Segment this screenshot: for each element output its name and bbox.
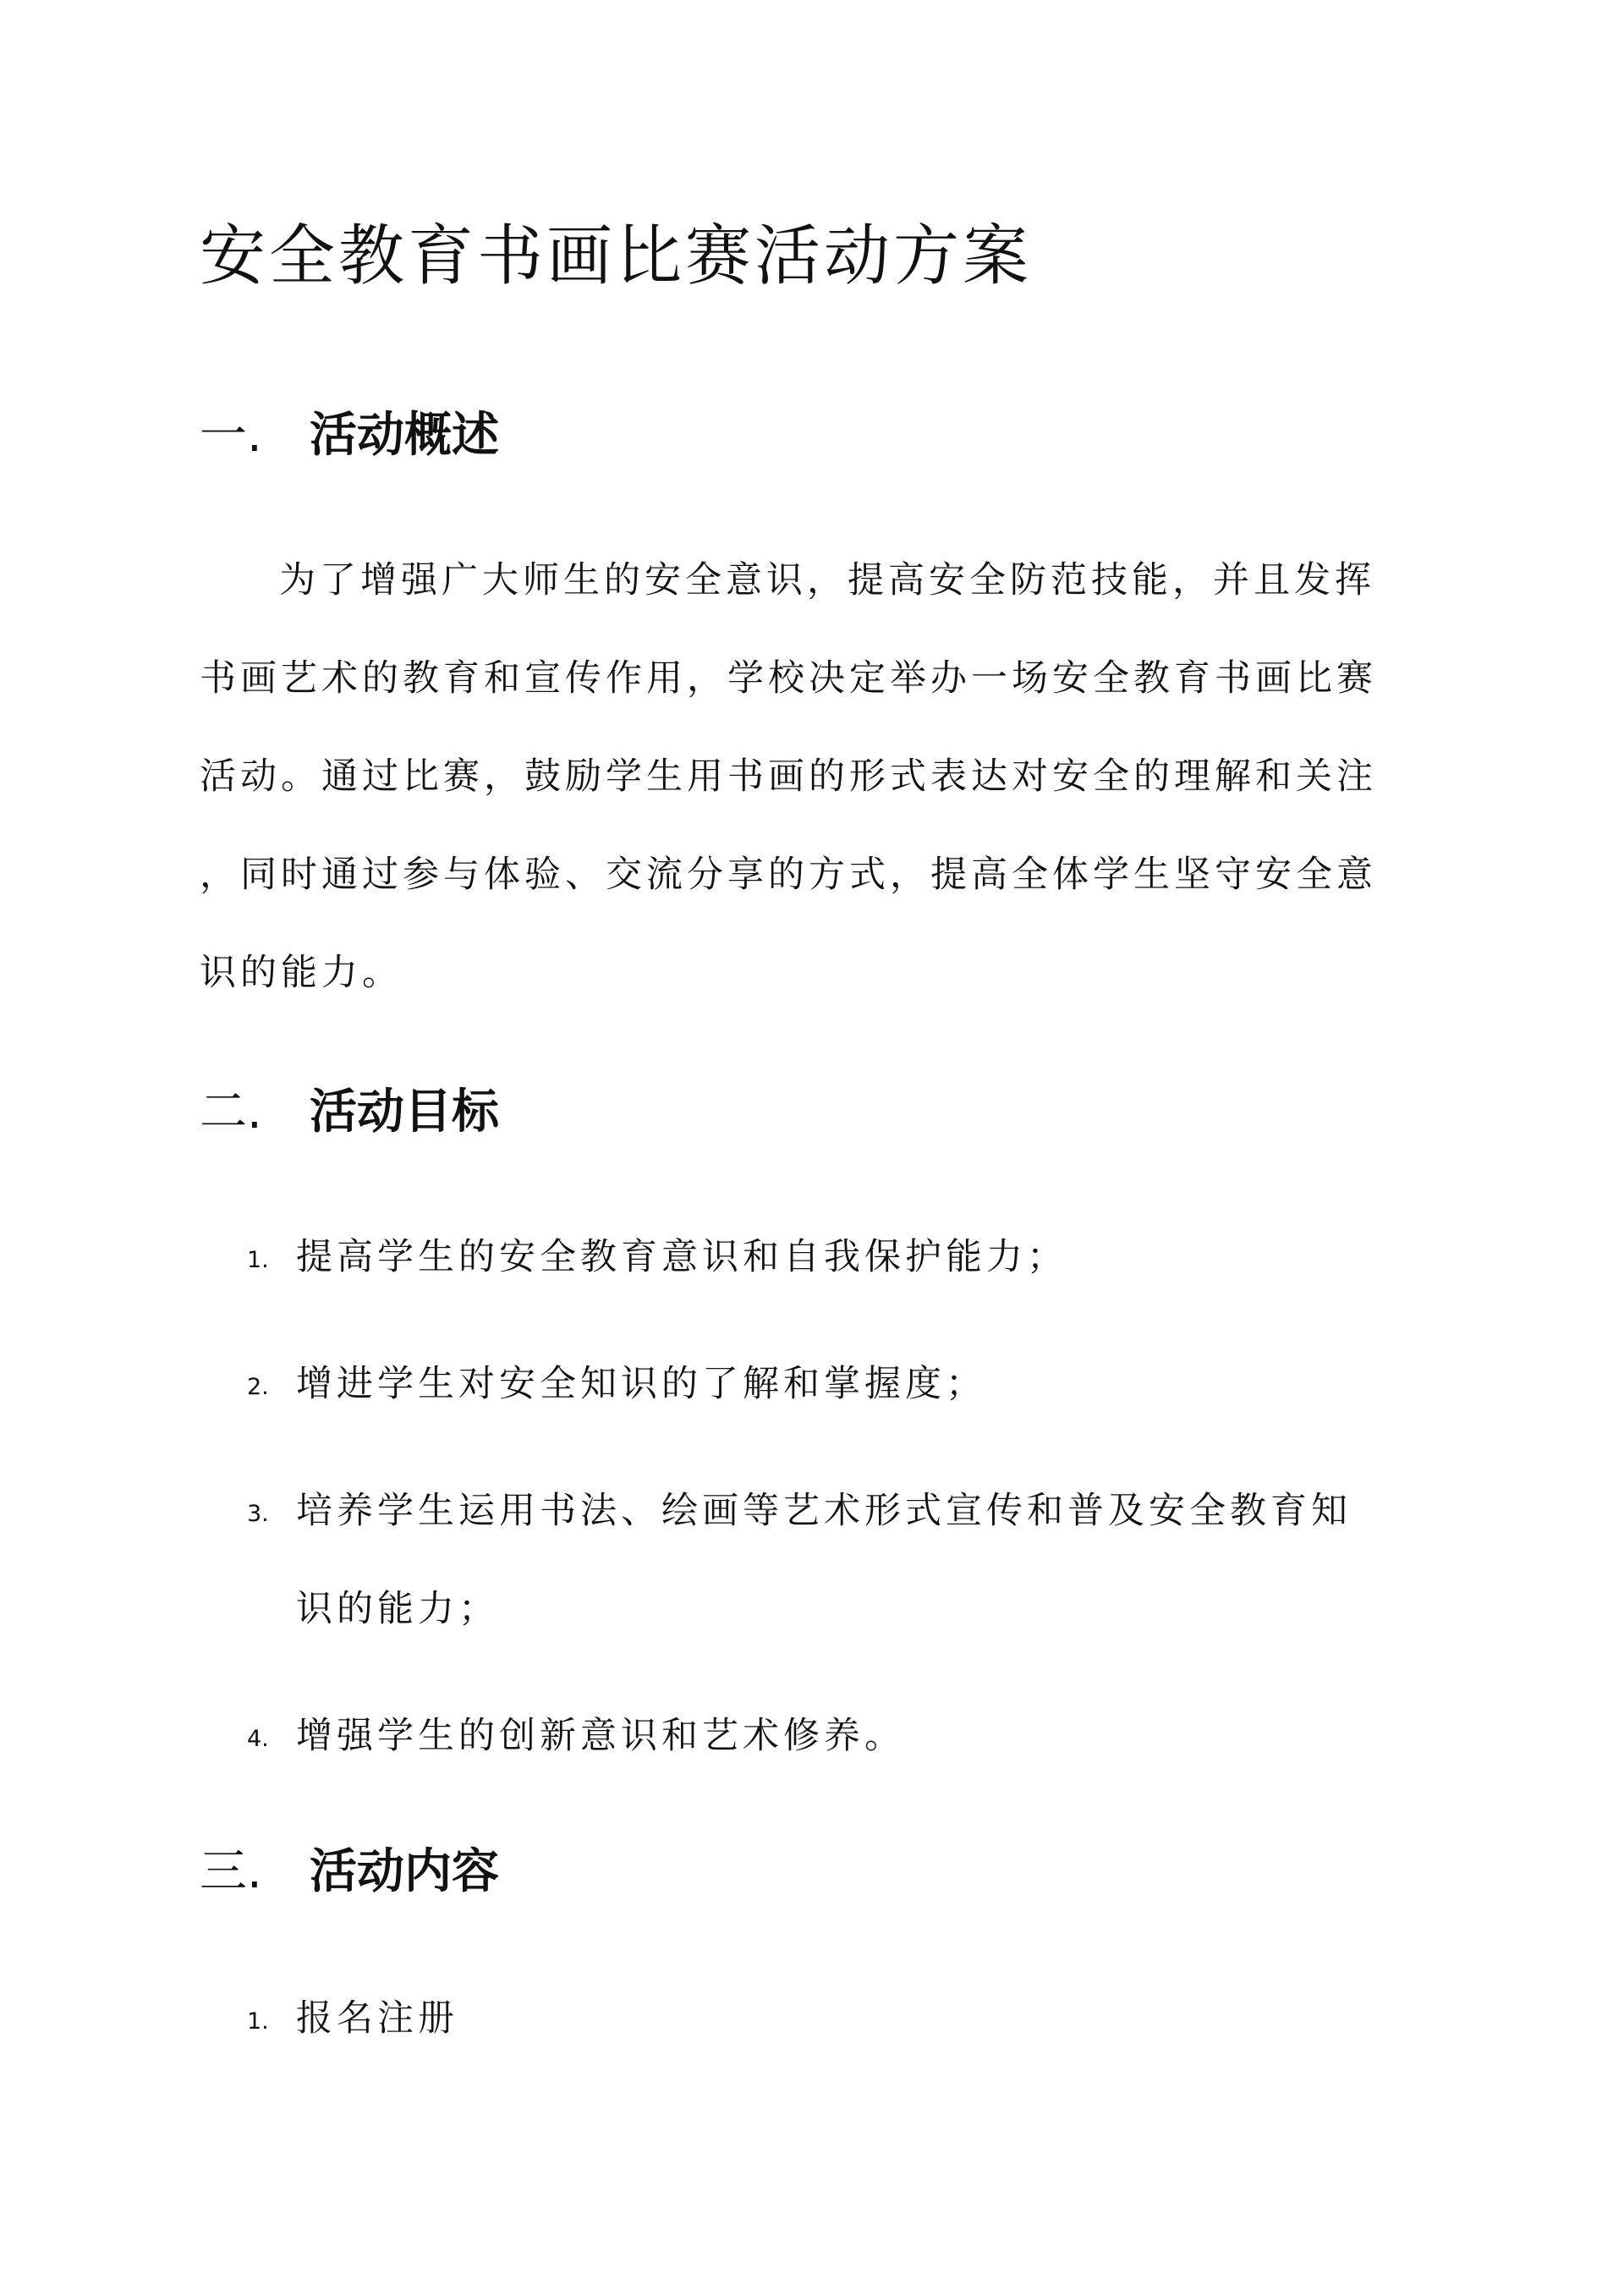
list-item-text: 增强学生的创新意识和艺术修养。 xyxy=(296,1715,905,1757)
list-marker: 1. xyxy=(247,2008,269,2035)
list-marker: 3. xyxy=(247,1500,269,1527)
overview-paragraph-line: 为了增强广大师生的安全意识，提高安全防范技能，并且发挥 xyxy=(279,559,1375,601)
list-item xyxy=(247,1228,1067,1280)
overview-paragraph-line: 识的能力。 xyxy=(200,952,403,994)
section-title: 活动目标 xyxy=(310,1085,499,1140)
list-item-text: 培养学生运用书法、绘画等艺术形式宣传和普及安全教育知 xyxy=(296,1490,1352,1532)
section-number: 二. xyxy=(200,1085,262,1140)
section-heading-goals xyxy=(200,1074,499,1142)
section-heading-overview xyxy=(200,398,499,465)
list-item xyxy=(247,1707,905,1759)
list-item xyxy=(247,1482,1352,1534)
section-title: 活动概述 xyxy=(310,408,499,463)
section-number: 三. xyxy=(200,1844,262,1899)
overview-paragraph-line: 书画艺术的教育和宣传作用，学校决定举办一场安全教育书画比赛 xyxy=(200,657,1377,700)
list-item-text: 增进学生对安全知识的了解和掌握度； xyxy=(296,1363,986,1405)
list-item-continuation: 识的能力； xyxy=(296,1588,499,1630)
list-item xyxy=(247,1355,986,1407)
list-item xyxy=(247,1990,458,2041)
list-item-text: 提高学生的安全教育意识和自我保护能力； xyxy=(296,1236,1067,1278)
list-item-text: 报名注册 xyxy=(296,1997,458,2040)
overview-paragraph-line: 活动。通过比赛，鼓励学生用书画的形式表达对安全的理解和关注 xyxy=(200,755,1377,798)
section-heading-content xyxy=(200,1834,499,1902)
list-marker: 4. xyxy=(247,1725,269,1752)
document-title: 安全教育书画比赛活动方案 xyxy=(200,218,1033,294)
section-title: 活动内容 xyxy=(310,1844,499,1899)
overview-paragraph-line: ，同时通过参与体验、交流分享的方式，提高全体学生坚守安全意 xyxy=(200,854,1377,896)
list-marker: 1. xyxy=(247,1246,269,1273)
section-number: 一. xyxy=(200,408,262,463)
list-marker: 2. xyxy=(247,1373,269,1400)
